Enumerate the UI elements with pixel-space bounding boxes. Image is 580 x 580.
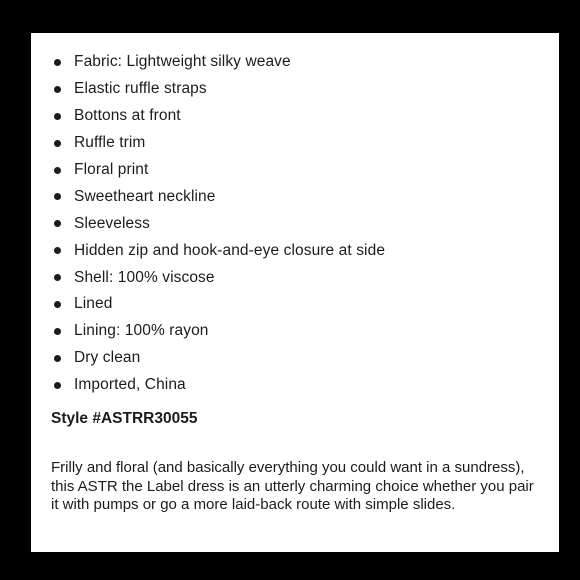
feature-text: Shell: 100% viscose	[74, 268, 215, 286]
feature-text: Floral print	[74, 161, 149, 178]
bullet-icon	[54, 382, 61, 389]
product-description: Frilly and floral (and basically everything you could want in a sundress), this ASTR the Label dress is an utterly charming choice whether you pair it with pumps or go a more laid-back route with simple slides.	[51, 459, 534, 514]
bullet-icon	[54, 247, 61, 254]
feature-list	[51, 49, 385, 399]
feature-item	[51, 264, 385, 291]
feature-text: Fabric: Lightweight silky weave	[74, 53, 291, 71]
bullet-icon	[54, 86, 61, 93]
feature-text: Lining: 100% rayon	[74, 322, 209, 340]
feature-item	[51, 157, 385, 184]
feature-text: Ruffle trim	[74, 134, 146, 152]
feature-item	[51, 76, 385, 103]
bullet-icon	[54, 59, 61, 66]
bullet-icon	[54, 301, 61, 308]
bullet-icon	[54, 167, 61, 174]
feature-item	[51, 372, 385, 399]
feature-item	[51, 183, 385, 210]
feature-item	[51, 237, 385, 264]
feature-text: Imported, China	[74, 376, 186, 394]
bullet-icon	[54, 140, 61, 147]
feature-item	[51, 345, 385, 372]
bullet-icon	[54, 113, 61, 120]
feature-item	[51, 103, 385, 130]
feature-text: Sweetheart neckline	[74, 187, 216, 205]
bullet-icon	[54, 274, 61, 281]
feature-text: Bottons at front	[74, 107, 181, 125]
bullet-icon	[54, 220, 61, 227]
feature-item	[51, 49, 385, 76]
feature-text: Lined	[74, 295, 113, 313]
bullet-icon	[54, 193, 61, 200]
product-details-card	[31, 33, 559, 552]
style-number: Style #ASTRR30055	[51, 410, 198, 427]
feature-text: Elastic ruffle straps	[74, 80, 207, 98]
feature-item	[51, 130, 385, 157]
bullet-icon	[54, 355, 61, 362]
feature-item	[51, 210, 385, 237]
feature-item	[51, 318, 385, 345]
feature-text: Hidden zip and hook-and-eye closure at side	[74, 241, 386, 259]
bullet-icon	[54, 328, 61, 335]
feature-text: Dry clean	[74, 349, 141, 367]
feature-text: Sleeveless	[74, 214, 150, 232]
feature-item	[51, 291, 385, 318]
